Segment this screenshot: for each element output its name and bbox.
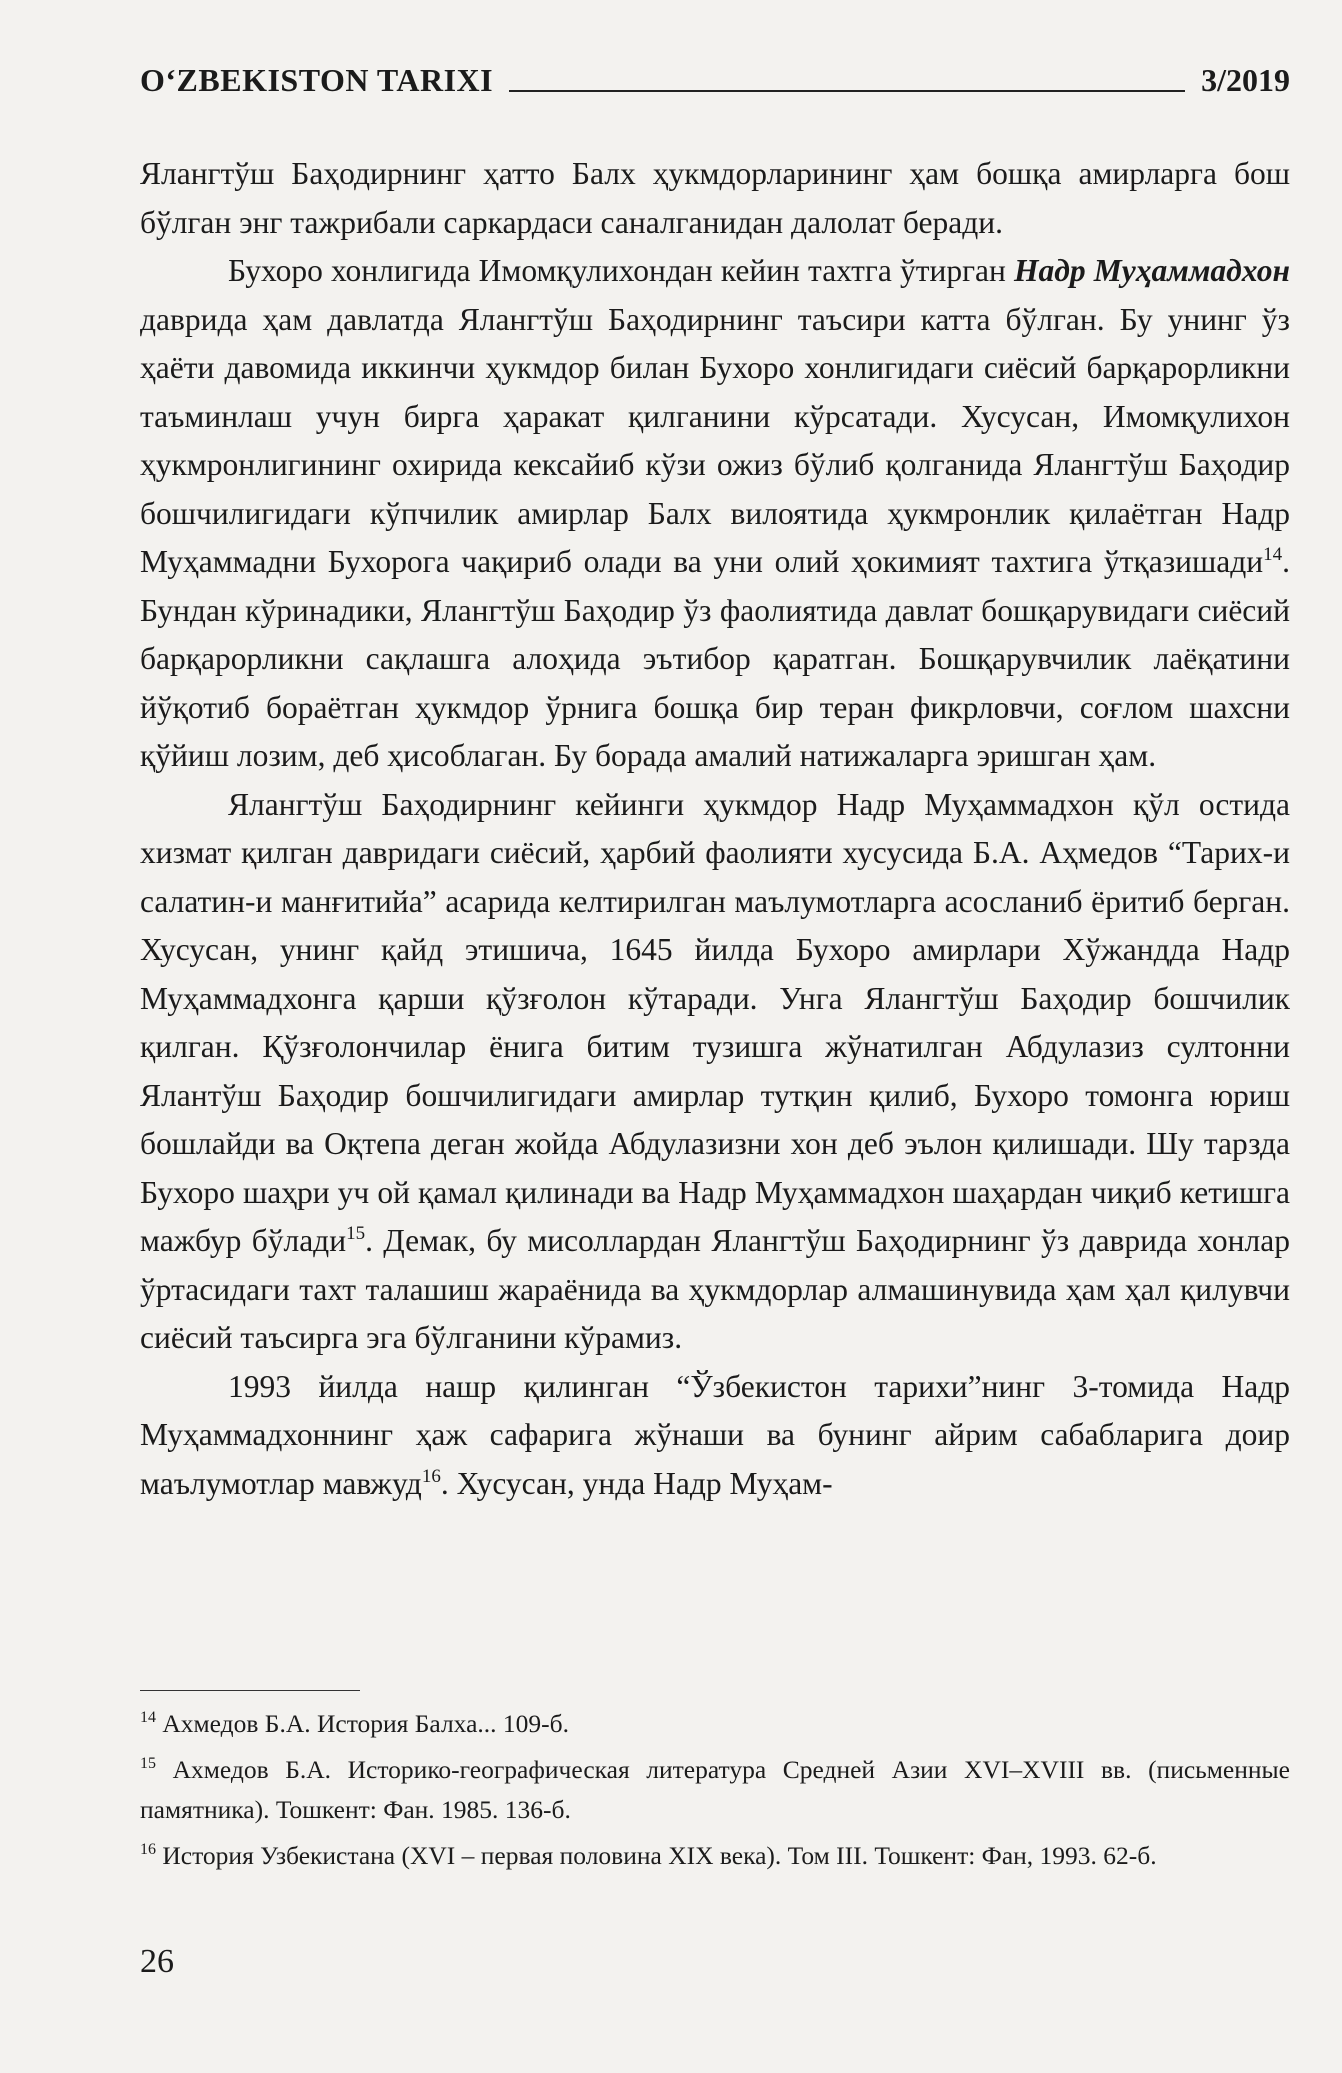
emphasized-name: Надр Муҳаммадхон <box>1014 253 1291 288</box>
issue-number: 3/2019 <box>1201 62 1290 98</box>
header-rule <box>509 90 1185 92</box>
footnote-15 <box>140 1750 1290 1830</box>
article-body <box>140 150 1290 1508</box>
page-number: 26 <box>140 1943 174 1980</box>
footnote-text: Ахмедов Б.А. История Балха... 109-б. <box>156 1709 570 1738</box>
footnote-number: 16 <box>140 1841 156 1858</box>
paragraph-2-text-end: . Бундан кўринадики, Ялангтўш Баҳодир ўз фаолиятида давлат бошқарувидаги сиёсий барқарорликни сақлашга алоҳида эътибор қаратган. Бошқарувчилик лаёқатини йўқотиб бораётган ҳукмдор ўрнига бошқа бир теран фикрловчи, соғлом шахсни қўйиш лозим, деб ҳисоблаган. Бу борада амалий натижаларга эришган ҳам. <box>140 544 1290 773</box>
paragraph-3-text-end: . Демак, бу мисоллардан Ялангтўш Баҳодирнинг ўз даврида хонлар ўртасидаги тахт талашиш жараёнида ва ҳукмдорлар алмашинувида ҳам ҳал қилувчи сиёсий таъсирга эга бўлганини кўрамиз. <box>140 1223 1290 1355</box>
footnote-16 <box>140 1836 1290 1876</box>
paragraph-2 <box>140 247 1290 781</box>
footnote-separator <box>140 1690 360 1691</box>
footnote-number: 15 <box>140 1755 156 1772</box>
footnote-14 <box>140 1704 1290 1744</box>
paragraph-4 <box>140 1363 1290 1509</box>
paragraph-3 <box>140 781 1290 1363</box>
paragraph-2-text-start: Бухоро хонлигида Имомқулихондан кейин тахтга ўтирган <box>228 253 1014 288</box>
paragraph-1 <box>140 150 1290 247</box>
paragraph-4-text-start: 1993 йилда нашр қилинган “Ўзбекистон тарихи”нинг 3-томида Надр Муҳаммадхоннинг ҳаж сафарига жўнаши ва бунинг айрим сабабларига доир маълумотлар мавжуд <box>140 1368 1290 1501</box>
footnotes <box>140 1704 1290 1882</box>
footnote-text: Ахмедов Б.А. Историко-географическая литература Средней Азии XVI–XVIII вв. (письменные памятника). Тошкент: Фан. 1985. 136-б. <box>140 1755 1290 1824</box>
footnote-ref-14: 14 <box>1263 544 1283 565</box>
footnote-text: История Узбекистана (XVI – первая половина XIX века). Том III. Тошкент: Фан, 1993. 62-б. <box>156 1841 1157 1870</box>
running-header <box>140 44 1290 96</box>
paragraph-2-text-middle: даврида ҳам давлатда Ялангтўш Баҳодирнинг таъсири катта бўлган. Бу унинг ўз ҳаёти давомида иккинчи ҳукмдор билан Бухоро хонлигидаги сиёсий барқарорликни таъминлаш учун бирга ҳаракат қилганини кўрсатади. Хусусан, Имомқулихон ҳукмронлигининг охирида кексайиб кўзи ожиз бўлиб қолганида Ялангтўш Баҳодир бошчилигидаги кўпчилик амирлар Балх вилоятида ҳукмронлик қилаётган Надр Муҳаммадни Бухорога чақириб олади ва уни олий ҳокимият тахтига ўтқазишади <box>140 301 1290 579</box>
journal-title: O‘ZBEKISTON TARIXI <box>140 62 494 98</box>
paragraph-1-text: Ялангтўш Баҳодирнинг ҳатто Балх ҳукмдорларининг ҳам бошқа амирларга бош бўлган энг тажрибали саркардаси саналганидан далолат беради. <box>140 156 1290 240</box>
paragraph-3-text-start: Ялангтўш Баҳодирнинг кейинги ҳукмдор Надр Муҳаммадхон қўл остида хизмат қилган давридаги сиёсий, ҳарбий фаолияти хусусида Б.А. Аҳмедов “Тарих-и салатин-и манғитийа” асарида келтирилган маълумотларга асосланиб ёритиб берган. Хусусан, унинг қайд этишича, 1645 йилда Бухоро амирлари Хўжандда Надр Муҳаммадхонга қарши қўзғолон кўтаради. Унга Ялангтўш Баҳодир бошчилик қилган. Қўзғолончилар ёнига битим тузишга жўнатилган Абдулазиз султонни Ялантўш Баҳодир бошчилигидаги амирлар тутқин қилиб, Бухоро томонга юриш бошлайди ва Оқтепа деган жойда Абдулазизни хон деб эълон қилишади. Шу тарзда Бухоро шаҳри уч ой қамал қилинади ва Надр Муҳаммадхон шаҳардан чиқиб кетишга мажбур бўлади <box>140 786 1290 1258</box>
paragraph-4-text-end: . Хусусан, унда Надр Муҳам- <box>440 1465 833 1501</box>
footnote-number: 14 <box>140 1709 156 1726</box>
footnote-ref-15: 15 <box>346 1223 366 1244</box>
footnote-ref-16: 16 <box>421 1465 441 1487</box>
